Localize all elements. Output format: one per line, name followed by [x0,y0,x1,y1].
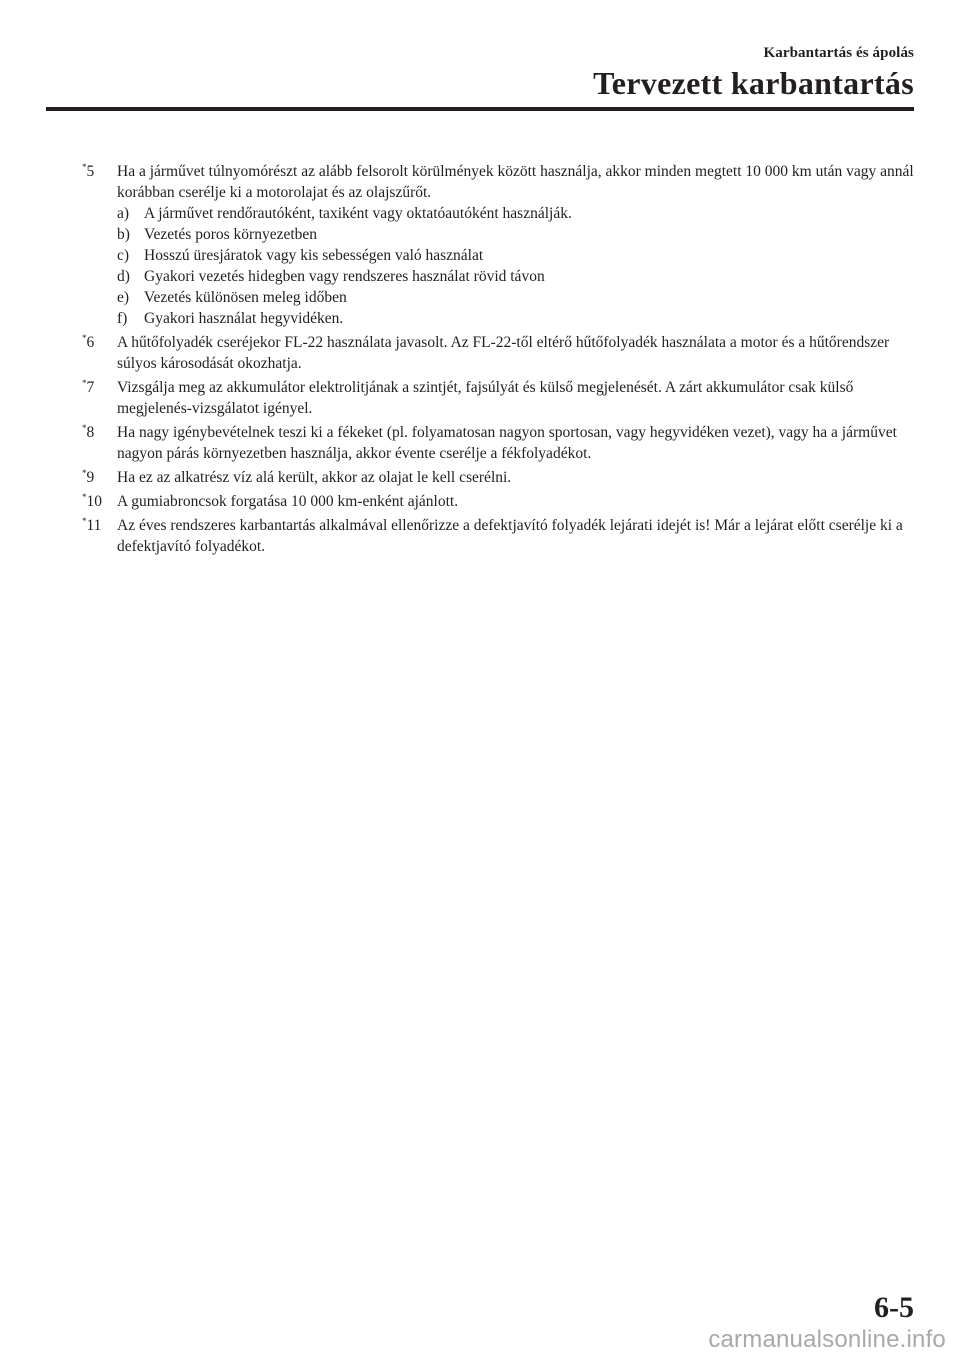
footnote-marker: *8 [82,423,95,441]
list-item: e) Vezetés különösen meleg időben [117,289,347,306]
footnote-5 [82,161,922,329]
footnote-marker: *7 [82,378,95,396]
header-rule [46,107,914,111]
list-item: b) Vezetés poros környezetben [117,226,318,243]
footnote-text: Ha ez az alkatrész víz alá került, akkor az olajat le kell cserélni. [117,469,512,486]
footnote-text: Vizsgálja meg az akkumulátor elektrolitjának a szintjét, fajsúlyát és külső megjelenését. A zárt akkumulátor csak külső megjelenés-vizsgálatot igényel. [117,379,854,417]
list-item: f) Gyakori használat hegyvidéken. [117,310,344,327]
footnotes [82,161,922,560]
footnote-8 [82,422,922,464]
footnote-11 [82,515,922,557]
page-header [46,44,914,102]
footnote-10 [82,491,922,512]
footnote-marker: *6 [82,333,95,351]
footnote-text: A hűtőfolyadék cseréjekor FL-22 használata javasolt. Az FL-22-től eltérő hűtőfolyadék használata a motor és a hűtőrendszer súlyos károsodását okozhatja. [117,334,890,372]
footnote-marker: *10 [82,492,102,510]
footnote-9 [82,467,922,488]
chapter-title: Karbantartás és ápolás [763,45,914,61]
list-item: a) A járművet rendőrautóként, taxiként vagy oktatóautóként használják. [117,205,572,222]
condition-list [117,203,922,329]
footnote-text: A gumiabroncsok forgatása 10 000 km-enként ajánlott. [117,493,459,510]
footnote-text: Az éves rendszeres karbantartás alkalmával ellenőrizze a defektjavító folyadék lejárati idejét is! Már a lejárat előtt cserélje ki a defektjavító folyadékot. [117,517,903,555]
footnote-7 [82,377,922,419]
footnote-text: Ha nagy igénybevételnek teszi ki a fékeket (pl. folyamatosan nagyon sportosan, vagy hegyvidéken vezet), vagy ha a járművet nagyon párás környezetben használja, akkor évente cserélje a fékfolyadékot. [117,424,897,462]
list-item: d) Gyakori vezetés hidegben vagy rendszeres használat rövid távon [117,268,545,285]
footnote-marker: *9 [82,468,95,486]
section-title: Tervezett karbantartás [593,65,914,101]
site-watermark: carmanualsonline.info [708,1326,946,1353]
footnote-6 [82,332,922,374]
footnote-marker: *5 [82,162,95,180]
page-number: 6-5 [874,1291,914,1324]
list-item: c) Hosszú üresjáratok vagy kis sebességen való használat [117,247,484,264]
footnote-text: Ha a járművet túlnyomórészt az alább felsorolt körülmények között használja, akkor minden megtett 10 000 km után vagy annál korábban cserélje ki a motorolajat és az olajszűrőt. [117,163,914,201]
footnote-marker: *11 [82,516,102,534]
